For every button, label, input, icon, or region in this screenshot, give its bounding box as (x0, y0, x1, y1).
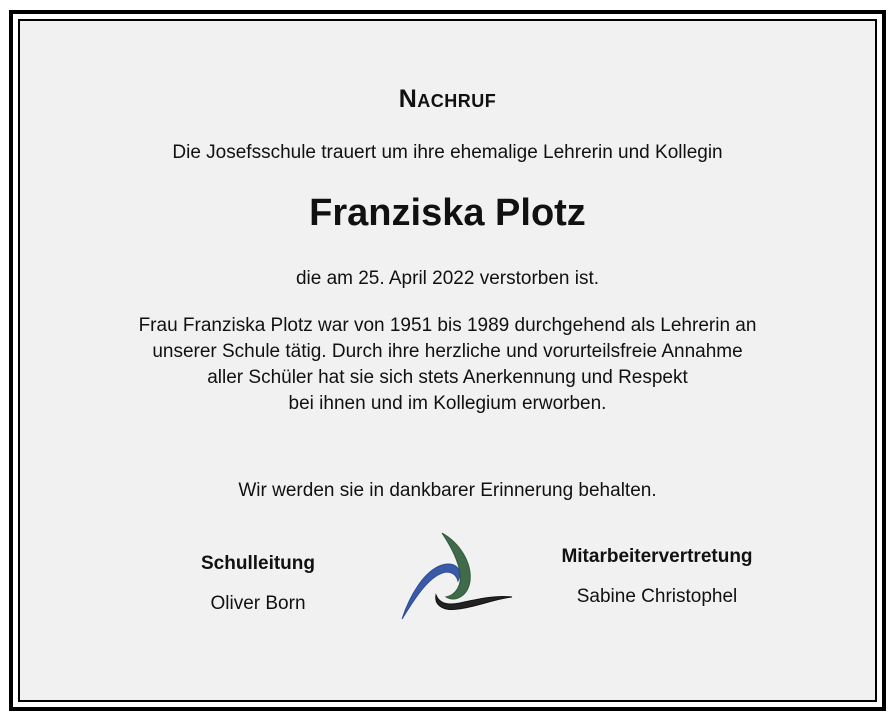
body-line: Frau Franziska Plotz war von 1951 bis 1989 durchgehend als Lehrerin an (138, 315, 757, 336)
obituary-card (18, 19, 877, 702)
date-line: die am 25. April 2022 verstorben ist. (295, 268, 600, 289)
obituary-body (20, 313, 875, 417)
signature-title: Schulleitung (201, 553, 315, 574)
body-line: unserer Schule tätig. Durch ihre herzliche und vorurteilsfreie Annahme (152, 341, 743, 362)
body-line: aller Schüler hat sie sich stets Anerkennung und Respekt (207, 367, 688, 388)
signature-school-management (128, 553, 388, 615)
signature-name: Oliver Born (210, 593, 306, 614)
signature-staff-representation (527, 546, 787, 608)
closing-line: Wir werden sie in dankbarer Erinnerung behalten. (238, 480, 657, 501)
signature-name: Sabine Christophel (576, 586, 738, 607)
obituary-frame (9, 10, 886, 711)
intro-line: Die Josefsschule trauert um ihre ehemalige Lehrerin und Kollegin (172, 142, 723, 163)
deceased-name: Franziska Plotz (309, 192, 586, 234)
obituary-heading: Nachruf (398, 85, 497, 113)
signature-title: Mitarbeitervertretung (561, 546, 753, 567)
body-line: bei ihnen und im Kollegium erworben. (288, 393, 607, 414)
tri-swirl-logo-icon (398, 523, 516, 623)
logo-blue-stroke (402, 564, 460, 619)
